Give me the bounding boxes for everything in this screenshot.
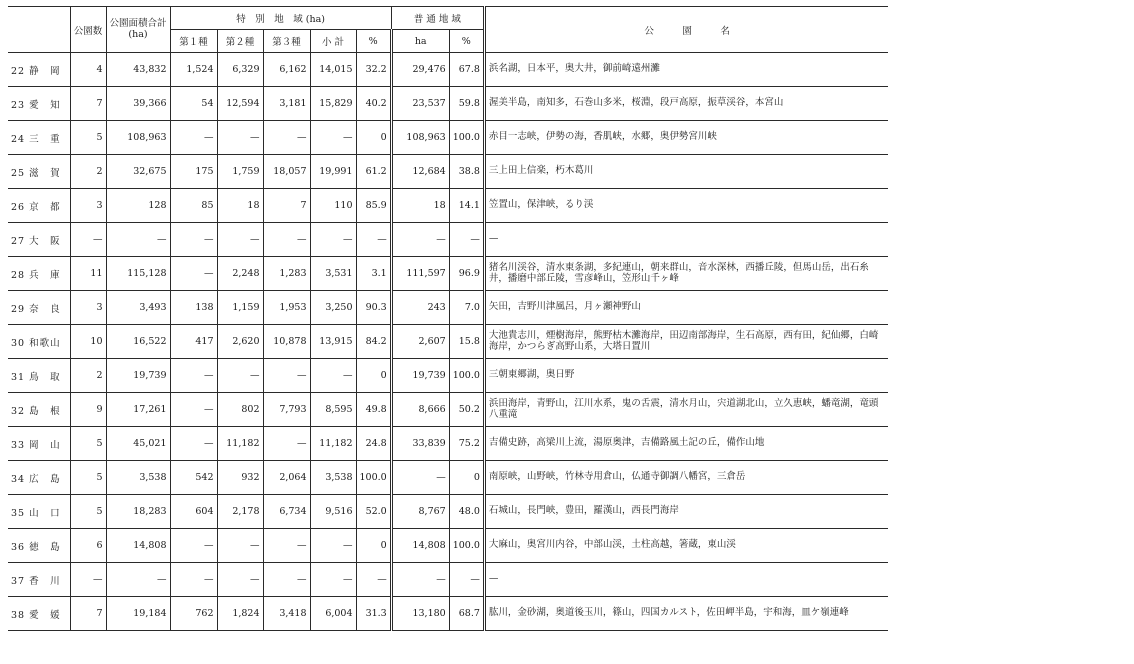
ordinary-ha-cell: 12,684: [391, 155, 449, 189]
park-names-cell: 吉備史跡，高梁川上流，湯原奥津，吉備路風土記の丘，備作山地: [484, 427, 888, 461]
ordinary-pct-cell: 67.8: [449, 53, 484, 87]
area-cell: 17,261: [106, 393, 170, 427]
park-names-cell: 浜田海岸，青野山，江川水系，鬼の舌震，清水月山，宍道湖北山，立久恵峡，蟠竜湖，竜頭八重滝: [484, 393, 888, 427]
ordinary-ha-cell: 108,963: [391, 121, 449, 155]
prefecture-cell: 30 和歌山: [8, 325, 70, 359]
subtotal-cell: 110: [310, 189, 356, 223]
class3-cell: —: [263, 563, 310, 597]
table-row: [8, 223, 888, 257]
special-pct-cell: 24.8: [356, 427, 391, 461]
class1-cell: —: [170, 563, 217, 597]
ordinary-pct-cell: —: [449, 223, 484, 257]
special-pct-cell: 0: [356, 529, 391, 563]
ordinary-zone-header: 普 通 地 域: [391, 7, 484, 30]
class3-cell: 1,283: [263, 257, 310, 291]
area-cell: 108,963: [106, 121, 170, 155]
class1-header: 第１種: [170, 30, 217, 53]
count-cell: 5: [70, 121, 106, 155]
park-names-cell: 大池貴志川，煙樹海岸，熊野枯木灘海岸，田辺南部海岸，生石高原，西有田，紀仙郷，白崎海岸，かつらぎ高野山系，大塔日置川: [484, 325, 888, 359]
ordinary-pct-cell: —: [449, 563, 484, 597]
area-cell: 14,808: [106, 529, 170, 563]
class3-cell: 10,878: [263, 325, 310, 359]
class3-cell: 3,181: [263, 87, 310, 121]
area-unit-label: (ha): [128, 28, 148, 40]
class2-header: 第２種: [217, 30, 263, 53]
subtotal-cell: 15,829: [310, 87, 356, 121]
class3-cell: 3,418: [263, 597, 310, 631]
table-row: [8, 495, 888, 529]
park-names-cell: 肱川，金砂湖，奥道後玉川，篠山，四国カルスト，佐田岬半島，宇和海，皿ケ嶺連峰: [484, 597, 888, 631]
class1-cell: —: [170, 257, 217, 291]
ordinary-ha-cell: 18: [391, 189, 449, 223]
special-pct-cell: 40.2: [356, 87, 391, 121]
prefecture-header: [8, 7, 70, 53]
class3-cell: 1,953: [263, 291, 310, 325]
ordinary-pct-header: %: [449, 30, 484, 53]
class2-cell: 932: [217, 461, 263, 495]
class1-cell: 138: [170, 291, 217, 325]
prefecture-cell: 32 島 根: [8, 393, 70, 427]
park-names-cell: 猪名川渓谷，清水東条湖，多紀連山，朝来群山，音水深林，西播丘陵，但馬山岳，出石糸井，播磨中部丘陵，雪彦峰山，笠形山千ヶ峰: [484, 257, 888, 291]
ordinary-ha-cell: 14,808: [391, 529, 449, 563]
special-pct-cell: 32.2: [356, 53, 391, 87]
prefecture-cell: 23 愛 知: [8, 87, 70, 121]
class2-cell: 1,759: [217, 155, 263, 189]
count-cell: 4: [70, 53, 106, 87]
area-cell: 16,522: [106, 325, 170, 359]
class2-cell: 2,178: [217, 495, 263, 529]
prefecture-cell: 29 奈 良: [8, 291, 70, 325]
class2-cell: 6,329: [217, 53, 263, 87]
ordinary-ha-cell: —: [391, 223, 449, 257]
special-pct-cell: —: [356, 223, 391, 257]
class3-cell: 7,793: [263, 393, 310, 427]
special-pct-header: %: [356, 30, 391, 53]
class2-cell: 11,182: [217, 427, 263, 461]
park-count-header: 公園数: [70, 7, 106, 53]
count-cell: 5: [70, 427, 106, 461]
park-names-cell: 南原峡，山野峡，竹林寺用倉山，仏通寺御調八幡宮，三倉岳: [484, 461, 888, 495]
class3-cell: —: [263, 427, 310, 461]
ordinary-ha-cell: 23,537: [391, 87, 449, 121]
park-names-cell: 浜名湖，日本平，奥大井，御前崎遠州灘: [484, 53, 888, 87]
ordinary-ha-cell: 8,666: [391, 393, 449, 427]
ordinary-pct-cell: 96.9: [449, 257, 484, 291]
ordinary-ha-cell: 8,767: [391, 495, 449, 529]
class1-cell: —: [170, 427, 217, 461]
ordinary-pct-cell: 38.8: [449, 155, 484, 189]
special-pct-cell: 0: [356, 359, 391, 393]
table-row: [8, 529, 888, 563]
ordinary-ha-cell: —: [391, 461, 449, 495]
area-cell: 19,184: [106, 597, 170, 631]
prefecture-cell: 26 京 都: [8, 189, 70, 223]
special-pct-cell: 3.1: [356, 257, 391, 291]
area-cell: —: [106, 223, 170, 257]
ordinary-pct-cell: 50.2: [449, 393, 484, 427]
count-cell: 5: [70, 495, 106, 529]
area-cell: 32,675: [106, 155, 170, 189]
class2-cell: 2,248: [217, 257, 263, 291]
subtotal-cell: 13,915: [310, 325, 356, 359]
ordinary-pct-cell: 7.0: [449, 291, 484, 325]
prefecture-cell: 28 兵 庫: [8, 257, 70, 291]
class3-cell: 7: [263, 189, 310, 223]
ordinary-pct-cell: 48.0: [449, 495, 484, 529]
ordinary-pct-cell: 15.8: [449, 325, 484, 359]
prefecture-cell: 33 岡 山: [8, 427, 70, 461]
table-row: [8, 461, 888, 495]
area-cell: 3,538: [106, 461, 170, 495]
count-cell: 11: [70, 257, 106, 291]
class3-cell: 6,734: [263, 495, 310, 529]
count-cell: 7: [70, 87, 106, 121]
table-row: [8, 257, 888, 291]
count-cell: —: [70, 563, 106, 597]
subtotal-cell: —: [310, 563, 356, 597]
ordinary-ha-cell: 19,739: [391, 359, 449, 393]
subtotal-cell: 3,531: [310, 257, 356, 291]
class1-cell: 1,524: [170, 53, 217, 87]
special-pct-cell: 84.2: [356, 325, 391, 359]
ordinary-ha-cell: —: [391, 563, 449, 597]
table-row: [8, 155, 888, 189]
count-cell: 2: [70, 359, 106, 393]
ordinary-pct-cell: 100.0: [449, 529, 484, 563]
class1-cell: 85: [170, 189, 217, 223]
subtotal-cell: 11,182: [310, 427, 356, 461]
park-names-cell: 渥美半島，南知多，石巻山多米，桜淵，段戸高原，振草渓谷，本宮山: [484, 87, 888, 121]
area-cell: 115,128: [106, 257, 170, 291]
special-pct-cell: 100.0: [356, 461, 391, 495]
prefecture-cell: 31 鳥 取: [8, 359, 70, 393]
subtotal-cell: —: [310, 359, 356, 393]
prefecture-cell: 27 大 阪: [8, 223, 70, 257]
count-cell: 3: [70, 189, 106, 223]
prefecture-cell: 25 滋 賀: [8, 155, 70, 189]
class3-cell: 6,162: [263, 53, 310, 87]
subtotal-cell: 9,516: [310, 495, 356, 529]
prefectural-parks-table: [8, 6, 888, 631]
class1-cell: —: [170, 393, 217, 427]
count-cell: 9: [70, 393, 106, 427]
area-cell: —: [106, 563, 170, 597]
ordinary-ha-cell: 13,180: [391, 597, 449, 631]
class1-cell: 175: [170, 155, 217, 189]
ordinary-pct-cell: 100.0: [449, 121, 484, 155]
table-row: [8, 189, 888, 223]
ordinary-ha-cell: 29,476: [391, 53, 449, 87]
park-names-cell: 赤目一志峡，伊勢の海，香肌峡，水郷，奥伊勢宮川峡: [484, 121, 888, 155]
prefecture-cell: 37 香 川: [8, 563, 70, 597]
class1-cell: 604: [170, 495, 217, 529]
count-cell: 3: [70, 291, 106, 325]
class2-cell: 12,594: [217, 87, 263, 121]
ordinary-pct-cell: 100.0: [449, 359, 484, 393]
prefecture-cell: 34 広 島: [8, 461, 70, 495]
class3-cell: —: [263, 359, 310, 393]
count-cell: 10: [70, 325, 106, 359]
table-row: [8, 359, 888, 393]
ordinary-ha-cell: 111,597: [391, 257, 449, 291]
table-row: [8, 393, 888, 427]
subtotal-cell: —: [310, 121, 356, 155]
ordinary-pct-cell: 59.8: [449, 87, 484, 121]
park-area-total-header: [106, 7, 170, 53]
special-pct-cell: —: [356, 563, 391, 597]
prefecture-cell: 24 三 重: [8, 121, 70, 155]
class3-cell: —: [263, 223, 310, 257]
class2-cell: 802: [217, 393, 263, 427]
park-names-cell: 石城山，長門峡，豊田，羅漢山，西長門海岸: [484, 495, 888, 529]
ordinary-pct-cell: 68.7: [449, 597, 484, 631]
class2-cell: —: [217, 563, 263, 597]
special-pct-cell: 61.2: [356, 155, 391, 189]
park-names-cell: —: [484, 223, 888, 257]
class1-cell: 762: [170, 597, 217, 631]
special-pct-cell: 90.3: [356, 291, 391, 325]
subtotal-cell: —: [310, 529, 356, 563]
area-cell: 128: [106, 189, 170, 223]
table-row: [8, 291, 888, 325]
subtotal-cell: 3,250: [310, 291, 356, 325]
class1-cell: 417: [170, 325, 217, 359]
prefecture-cell: 22 静 岡: [8, 53, 70, 87]
special-pct-cell: 31.3: [356, 597, 391, 631]
area-cell: 45,021: [106, 427, 170, 461]
count-cell: 7: [70, 597, 106, 631]
class2-cell: —: [217, 359, 263, 393]
subtotal-cell: —: [310, 223, 356, 257]
special-pct-cell: 0: [356, 121, 391, 155]
special-pct-cell: 85.9: [356, 189, 391, 223]
subtotal-cell: 14,015: [310, 53, 356, 87]
class2-cell: 18: [217, 189, 263, 223]
park-names-cell: 大麻山，奥宮川内谷，中部山渓，土柱高越，箸蔵，東山渓: [484, 529, 888, 563]
table-row: [8, 427, 888, 461]
area-total-label: 公園面積合計: [109, 18, 167, 30]
area-cell: 39,366: [106, 87, 170, 121]
class3-header: 第３種: [263, 30, 310, 53]
area-cell: 18,283: [106, 495, 170, 529]
subtotal-cell: 3,538: [310, 461, 356, 495]
park-names-cell: 三上田上信楽，朽木葛川: [484, 155, 888, 189]
table-row: [8, 87, 888, 121]
ordinary-ha-cell: 2,607: [391, 325, 449, 359]
class1-cell: —: [170, 223, 217, 257]
prefecture-cell: 35 山 口: [8, 495, 70, 529]
class1-cell: 542: [170, 461, 217, 495]
table-row: [8, 121, 888, 155]
ordinary-ha-header: ha: [391, 30, 449, 53]
class1-cell: —: [170, 359, 217, 393]
park-names-cell: 矢田，吉野川津風呂，月ヶ瀬神野山: [484, 291, 888, 325]
ordinary-pct-cell: 0: [449, 461, 484, 495]
ordinary-ha-cell: 243: [391, 291, 449, 325]
special-pct-cell: 49.8: [356, 393, 391, 427]
subtotal-header: 小 計: [310, 30, 356, 53]
area-cell: 19,739: [106, 359, 170, 393]
class1-cell: —: [170, 529, 217, 563]
prefecture-cell: 36 徳 島: [8, 529, 70, 563]
table-row: [8, 563, 888, 597]
park-names-cell: 笠置山，保津峡，るり渓: [484, 189, 888, 223]
ordinary-ha-cell: 33,839: [391, 427, 449, 461]
park-names-cell: —: [484, 563, 888, 597]
class2-cell: —: [217, 121, 263, 155]
subtotal-cell: 19,991: [310, 155, 356, 189]
class2-cell: 1,159: [217, 291, 263, 325]
count-cell: 5: [70, 461, 106, 495]
subtotal-cell: 8,595: [310, 393, 356, 427]
table-row: [8, 325, 888, 359]
table-row: [8, 53, 888, 87]
special-zone-header: 特 別 地 域 (ha): [170, 7, 391, 30]
class1-cell: 54: [170, 87, 217, 121]
park-names-cell: 三朝東郷湖，奥日野: [484, 359, 888, 393]
class3-cell: —: [263, 529, 310, 563]
class1-cell: —: [170, 121, 217, 155]
header-row-1: [8, 7, 888, 30]
subtotal-cell: 6,004: [310, 597, 356, 631]
ordinary-pct-cell: 14.1: [449, 189, 484, 223]
prefecture-cell: 38 愛 媛: [8, 597, 70, 631]
class2-cell: 2,620: [217, 325, 263, 359]
table-row: [8, 597, 888, 631]
class3-cell: 2,064: [263, 461, 310, 495]
area-cell: 43,832: [106, 53, 170, 87]
class3-cell: —: [263, 121, 310, 155]
ordinary-pct-cell: 75.2: [449, 427, 484, 461]
class2-cell: —: [217, 529, 263, 563]
special-pct-cell: 52.0: [356, 495, 391, 529]
area-cell: 3,493: [106, 291, 170, 325]
class3-cell: 18,057: [263, 155, 310, 189]
count-cell: 6: [70, 529, 106, 563]
class2-cell: —: [217, 223, 263, 257]
park-names-header: 公 園 名: [484, 7, 888, 53]
class2-cell: 1,824: [217, 597, 263, 631]
count-cell: 2: [70, 155, 106, 189]
count-cell: —: [70, 223, 106, 257]
